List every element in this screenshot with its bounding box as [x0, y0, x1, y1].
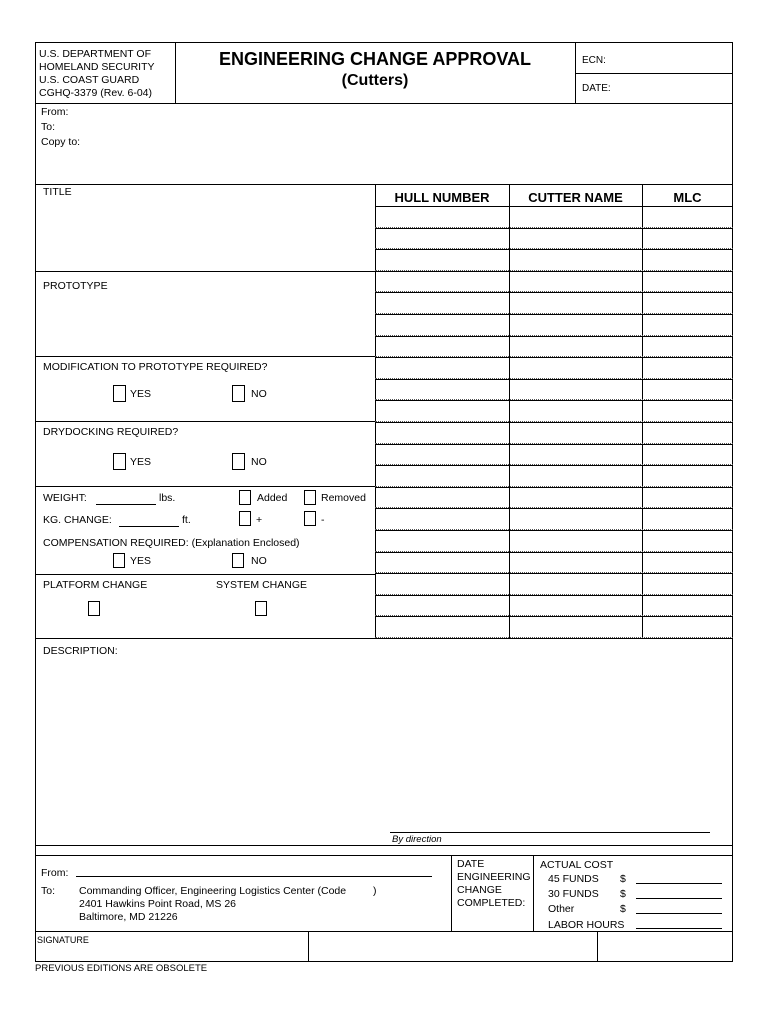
date-completed-block	[457, 858, 531, 910]
table-row-line	[375, 422, 733, 423]
copy-to-label: Copy to:	[41, 136, 81, 148]
cost-30-funds-label: 30 FUNDS	[548, 888, 599, 900]
modification-yes-label: YES	[130, 388, 152, 400]
hull-number-header: HULL NUMBER	[394, 190, 490, 205]
weight-input-line[interactable]	[96, 504, 156, 505]
signature-label: SIGNATURE	[37, 935, 89, 945]
date-completed-line: CHANGE	[457, 884, 502, 896]
date-completed-line: COMPLETED:	[457, 897, 526, 909]
compensation-no-checkbox[interactable]	[232, 553, 244, 568]
routing-bottom-line	[35, 184, 733, 185]
by-direction-label: By direction	[392, 834, 442, 845]
prototype-section-line	[35, 356, 375, 357]
table-row-line	[375, 271, 733, 272]
kg-minus-label: -	[321, 514, 325, 526]
signature-divider-1	[308, 931, 309, 962]
system-change-checkbox[interactable]	[255, 601, 267, 616]
kg-change-input-line[interactable]	[119, 526, 179, 527]
modification-yes-checkbox[interactable]	[113, 385, 126, 402]
weight-label: WEIGHT:	[43, 492, 87, 504]
form-subtitle: (Cutters)	[341, 72, 409, 89]
table-row-line	[375, 400, 733, 401]
table-row-line	[375, 487, 733, 488]
compensation-no-label: NO	[251, 555, 267, 567]
date-completed-line: ENGINEERING	[457, 871, 531, 883]
table-row-line	[375, 616, 733, 617]
compensation-yes-checkbox[interactable]	[113, 553, 125, 568]
modification-label: MODIFICATION TO PROTOTYPE REQUIRED?	[43, 361, 268, 373]
drydocking-yes-label: YES	[130, 456, 152, 468]
agency-block	[39, 48, 175, 100]
labor-hours-label: LABOR HOURS	[548, 919, 625, 931]
kg-plus-checkbox[interactable]	[239, 511, 251, 526]
kg-minus-checkbox[interactable]	[304, 511, 316, 526]
table-row-line	[375, 357, 733, 358]
platform-change-checkbox[interactable]	[88, 601, 100, 616]
modification-section-line	[35, 421, 375, 422]
actual-cost-label: ACTUAL COST	[540, 859, 614, 871]
weight-removed-checkbox[interactable]	[304, 490, 316, 505]
footer-divider-1	[451, 855, 452, 931]
system-change-label: SYSTEM CHANGE	[216, 579, 308, 591]
form-title: ENGINEERING CHANGE APPROVAL	[218, 49, 532, 69]
table-row-line	[375, 508, 733, 509]
table-row-line	[375, 444, 733, 445]
agency-line: U.S. COAST GUARD	[39, 74, 140, 86]
table-row-line	[375, 530, 733, 531]
from-label: From:	[41, 106, 69, 118]
table-row-line	[375, 573, 733, 574]
modification-no-checkbox[interactable]	[232, 385, 245, 402]
cost-30-funds-symbol: $	[620, 888, 626, 900]
description-bottom-line	[35, 845, 733, 846]
agency-line: U.S. DEPARTMENT OF	[39, 48, 152, 60]
description-double-line	[35, 855, 733, 856]
table-row-line	[375, 206, 733, 207]
drydocking-yes-checkbox[interactable]	[113, 453, 126, 470]
cost-45-funds-symbol: $	[620, 873, 626, 885]
agency-line: HOMELAND SECURITY	[39, 61, 155, 73]
cost-other-label: Other	[548, 903, 575, 915]
upper-section-bottom-line	[35, 638, 733, 639]
table-row-line	[375, 465, 733, 466]
cost-other-input-line[interactable]	[636, 913, 722, 914]
to-label: To:	[41, 121, 56, 133]
date-completed-line: DATE	[457, 858, 485, 870]
date-label: DATE:	[582, 83, 611, 94]
compensation-label: COMPENSATION REQUIRED: (Explanation Enclosed)	[43, 537, 300, 549]
footer-from-line[interactable]	[76, 876, 432, 877]
kg-change-label: KG. CHANGE:	[43, 514, 112, 526]
weight-added-label: Added	[257, 492, 288, 504]
compensation-section-line	[35, 574, 375, 575]
table-col-divider-2	[642, 184, 643, 638]
footer-to-line1: Commanding Officer, Engineering Logistics Center (Code	[79, 885, 347, 897]
drydocking-label: DRYDOCKING REQUIRED?	[43, 426, 179, 438]
table-row-line	[375, 292, 733, 293]
footer-divider-2	[533, 855, 534, 931]
ecn-label: ECN:	[582, 55, 606, 66]
compensation-yes-label: YES	[130, 555, 152, 567]
footer-from-label: From:	[41, 867, 69, 879]
cutter-name-header: CUTTER NAME	[528, 190, 623, 205]
weight-added-checkbox[interactable]	[239, 490, 251, 505]
header-bottom-line	[35, 103, 733, 104]
labor-hours-input-line[interactable]	[636, 928, 722, 929]
platform-change-label: PLATFORM CHANGE	[43, 579, 148, 591]
kg-change-unit: ft.	[182, 514, 191, 526]
left-right-divider	[375, 184, 376, 638]
description-label: DESCRIPTION:	[43, 645, 118, 657]
prototype-label: PROTOTYPE	[43, 280, 108, 292]
weight-removed-label: Removed	[321, 492, 366, 504]
table-row-line	[375, 249, 733, 250]
drydocking-section-line	[35, 486, 375, 487]
table-row-line	[375, 336, 733, 337]
table-col-divider-1	[509, 184, 510, 638]
by-direction-line[interactable]	[390, 832, 710, 833]
table-row-line	[375, 314, 733, 315]
title-section-line	[35, 271, 375, 272]
drydocking-no-checkbox[interactable]	[232, 453, 245, 470]
weight-unit: lbs.	[159, 492, 176, 504]
obsolete-note: PREVIOUS EDITIONS ARE OBSOLETE	[35, 963, 208, 974]
form-frame	[35, 42, 733, 962]
mlc-header: MLC	[673, 190, 702, 205]
table-row-line	[375, 595, 733, 596]
cost-45-funds-input-line[interactable]	[636, 883, 722, 884]
header-ecn-divider	[575, 73, 733, 74]
table-row-line	[375, 379, 733, 380]
title-field-label: TITLE	[43, 186, 72, 198]
kg-plus-label: +	[256, 514, 263, 526]
cost-30-funds-input-line[interactable]	[636, 898, 722, 899]
modification-no-label: NO	[251, 388, 267, 400]
footer-to-line1-close: )	[373, 885, 377, 897]
signature-divider-2	[597, 931, 598, 962]
signature-row-top	[35, 931, 733, 932]
cost-45-funds-label: 45 FUNDS	[548, 873, 599, 885]
footer-to-label: To:	[41, 885, 56, 897]
cost-other-symbol: $	[620, 903, 626, 915]
footer-to-line2: 2401 Hawkins Point Road, MS 26	[79, 898, 237, 910]
form-number: CGHQ-3379 (Rev. 6-04)	[39, 87, 153, 99]
table-row-line	[375, 228, 733, 229]
drydocking-no-label: NO	[251, 456, 267, 468]
footer-to-line3: Baltimore, MD 21226	[79, 911, 178, 923]
table-row-line	[375, 552, 733, 553]
